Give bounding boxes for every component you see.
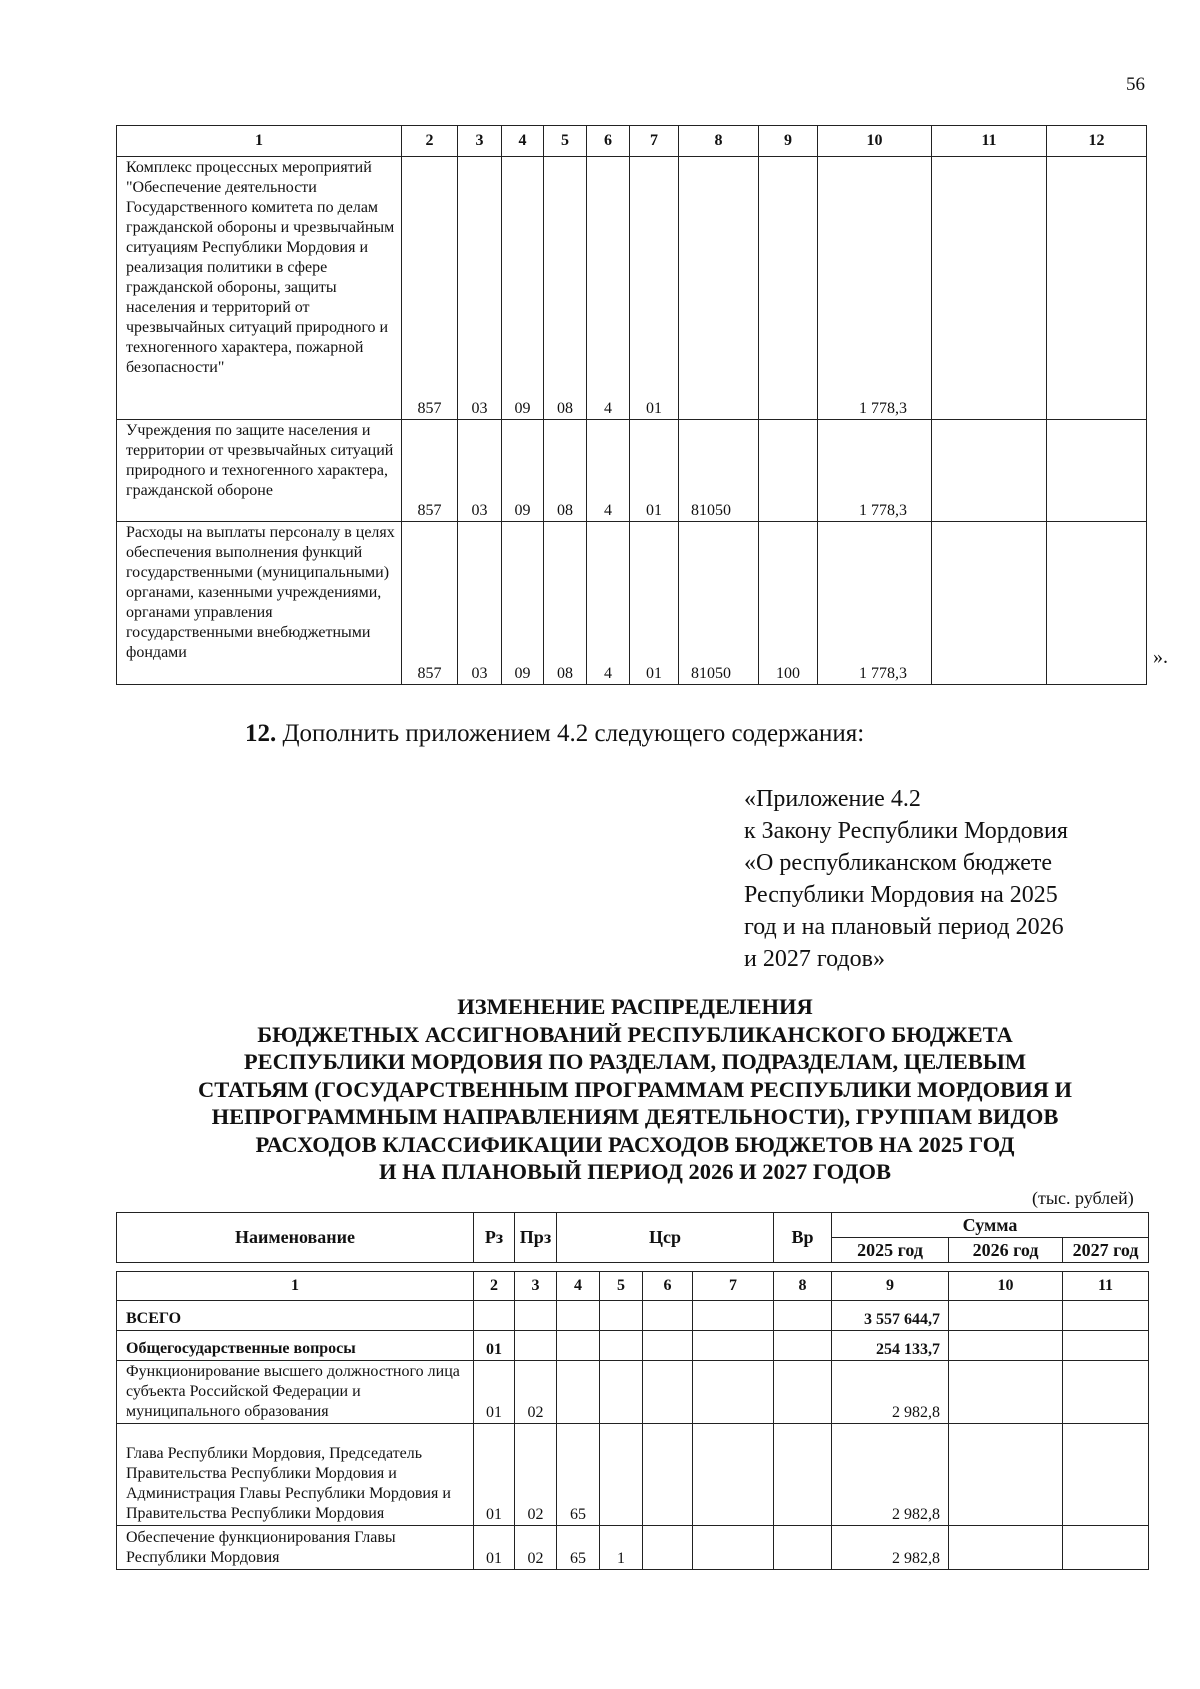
amount-cell — [1063, 1424, 1149, 1526]
cell: 65 — [557, 1424, 600, 1526]
cell: 02 — [515, 1361, 557, 1424]
column-number: 4 — [557, 1272, 600, 1301]
cell: 857 — [402, 157, 458, 420]
amount-cell — [1063, 1331, 1149, 1361]
cell: 81050 — [679, 420, 759, 522]
cell: 01 — [474, 1331, 515, 1361]
amount-cell: 3 557 644,7 — [832, 1301, 949, 1331]
header-row — [117, 126, 1147, 157]
amount-cell: 2 982,8 — [832, 1361, 949, 1424]
column-number: 9 — [832, 1272, 949, 1301]
header-vr: Вр — [774, 1213, 832, 1263]
amount-cell — [949, 1424, 1063, 1526]
column-number: 7 — [693, 1272, 774, 1301]
title-line: ИЗМЕНЕНИЕ РАСПРЕДЕЛЕНИЯ — [457, 994, 813, 1019]
cell — [643, 1301, 693, 1331]
amount-cell — [1063, 1361, 1149, 1424]
cell — [693, 1301, 774, 1331]
header-year-2026: 2026 год — [949, 1238, 1063, 1263]
cell — [474, 1301, 515, 1331]
cell: 1 — [600, 1526, 643, 1570]
table-row — [117, 1526, 1149, 1570]
cell: 4 — [587, 522, 630, 685]
cell — [759, 157, 818, 420]
amount-cell — [949, 1301, 1063, 1331]
cell — [693, 1331, 774, 1361]
header-cell: 9 — [759, 126, 818, 157]
cell: 100 — [759, 522, 818, 685]
cell — [600, 1301, 643, 1331]
cell — [515, 1331, 557, 1361]
header-cell: 7 — [630, 126, 679, 157]
table-row — [117, 1361, 1149, 1424]
header-cell: 2 — [402, 126, 458, 157]
cell: 02 — [515, 1526, 557, 1570]
amount-cell: 2 982,8 — [832, 1526, 949, 1570]
instruction-number: 12. — [245, 720, 277, 747]
title-line: НЕПРОГРАММНЫМ НАПРАВЛЕНИЯМ ДЕЯТЕЛЬНОСТИ), ГРУППАМ ВИДОВ — [211, 1104, 1059, 1129]
column-number: 8 — [774, 1272, 832, 1301]
amount-cell — [949, 1526, 1063, 1570]
header-prz: Прз — [515, 1213, 557, 1263]
header-name: Наименование — [117, 1213, 474, 1263]
cell — [1047, 522, 1147, 685]
header-cell: 11 — [932, 126, 1047, 157]
cell — [600, 1331, 643, 1361]
cell: 01 — [474, 1361, 515, 1424]
cell — [557, 1301, 600, 1331]
column-number-row — [117, 1272, 1149, 1301]
header-cell: 6 — [587, 126, 630, 157]
cell: 01 — [474, 1526, 515, 1570]
cell: 09 — [502, 522, 544, 685]
cell — [932, 157, 1047, 420]
table-row — [117, 1301, 1149, 1331]
amount-cell: 1 778,3 — [818, 522, 932, 685]
cell: 08 — [544, 157, 587, 420]
row-name: Обеспечение функционирования Главы Республики Мордовия — [117, 1526, 474, 1570]
header-cell: 12 — [1047, 126, 1147, 157]
cell: 02 — [515, 1424, 557, 1526]
instruction-text: Дополнить приложением 4.2 следующего содержания: — [282, 720, 865, 747]
row-name: Общегосударственные вопросы — [117, 1331, 474, 1361]
cell — [1047, 157, 1147, 420]
appendix-heading — [744, 783, 1068, 975]
header-sum: Сумма — [832, 1213, 1149, 1238]
amount-cell: 1 778,3 — [818, 157, 932, 420]
table-row — [117, 1331, 1149, 1361]
cell: 81050 — [679, 522, 759, 685]
column-number: 5 — [600, 1272, 643, 1301]
header-rz: Рз — [474, 1213, 515, 1263]
cell — [1047, 420, 1147, 522]
budget-table-header — [116, 1212, 1149, 1263]
appendix-line: год и на плановый период 2026 — [744, 914, 1064, 940]
cell: 4 — [587, 157, 630, 420]
cell: 01 — [630, 420, 679, 522]
document-title — [120, 993, 1150, 1186]
amount-cell: 1 778,3 — [818, 420, 932, 522]
title-line: РАСХОДОВ КЛАССИФИКАЦИИ РАСХОДОВ БЮДЖЕТОВ НА 2025 ГОД — [255, 1131, 1015, 1157]
header-csr: Цср — [557, 1213, 774, 1263]
cell — [600, 1424, 643, 1526]
cell: 03 — [458, 157, 502, 420]
column-number: 1 — [117, 1272, 474, 1301]
row-name: Расходы на выплаты персоналу в целях обеспечения выполнения функций государственными (муниципальными) органами, казенными учреждениями, органами управления государственными внебюджетными фондами — [117, 522, 402, 685]
cell — [774, 1361, 832, 1424]
cell — [643, 1331, 693, 1361]
table-row — [117, 522, 1147, 685]
amount-cell — [949, 1361, 1063, 1424]
cell — [774, 1526, 832, 1570]
appendix-line: «О республиканском бюджете — [744, 850, 1053, 876]
budget-table — [116, 1271, 1149, 1570]
row-name: Глава Республики Мордовия, Председатель Правительства Республики Мордовия и Администрация Главы Республики Мордовия и Правительства Республики Мордовия — [117, 1424, 474, 1526]
page-number: 56 — [1126, 74, 1145, 95]
appendix-line: «Приложение 4.2 — [744, 786, 921, 812]
table-row — [117, 157, 1147, 420]
cell — [643, 1526, 693, 1570]
header-year-2027: 2027 год — [1063, 1238, 1149, 1263]
cell — [932, 420, 1047, 522]
header-cell: 5 — [544, 126, 587, 157]
cell: 01 — [474, 1424, 515, 1526]
row-name: Учреждения по защите населения и территории от чрезвычайных ситуаций природного и техногенного характера, гражданской обороне — [117, 420, 402, 522]
cell: 01 — [630, 157, 679, 420]
table-row — [117, 1424, 1149, 1526]
cell: 857 — [402, 420, 458, 522]
cell — [557, 1331, 600, 1361]
cell: 65 — [557, 1526, 600, 1570]
instruction-paragraph — [245, 720, 864, 748]
appendix-line: и 2027 годов» — [744, 946, 885, 972]
cell — [600, 1361, 643, 1424]
table-row — [117, 420, 1147, 522]
cell: 09 — [502, 420, 544, 522]
cell: 08 — [544, 420, 587, 522]
cell — [557, 1361, 600, 1424]
amount-cell — [1063, 1526, 1149, 1570]
cell: 08 — [544, 522, 587, 685]
appendix-line: к Закону Республики Мордовия — [744, 818, 1068, 844]
title-line: И НА ПЛАНОВЫЙ ПЕРИОД 2026 И 2027 ГОДОВ — [379, 1159, 891, 1184]
amount-cell — [1063, 1301, 1149, 1331]
cell — [679, 157, 759, 420]
row-name: Функционирование высшего должностного лица субъекта Российской Федерации и муниципального образования — [117, 1361, 474, 1424]
amount-cell: 2 982,8 — [832, 1424, 949, 1526]
header-cell: 10 — [818, 126, 932, 157]
cell: 857 — [402, 522, 458, 685]
column-number: 2 — [474, 1272, 515, 1301]
cell — [693, 1526, 774, 1570]
appendix-line: Республики Мордовия на 2025 — [744, 882, 1058, 908]
cell: 09 — [502, 157, 544, 420]
column-number: 11 — [1063, 1272, 1149, 1301]
units-label: (тыс. рублей) — [1032, 1188, 1134, 1208]
cell: 4 — [587, 420, 630, 522]
cell — [693, 1424, 774, 1526]
cell — [774, 1301, 832, 1331]
amount-cell: 254 133,7 — [832, 1331, 949, 1361]
header-cell: 1 — [117, 126, 402, 157]
cell: 01 — [630, 522, 679, 685]
header-cell: 4 — [502, 126, 544, 157]
closing-quote: ». — [1153, 646, 1168, 668]
cell — [759, 420, 818, 522]
amount-cell — [949, 1331, 1063, 1361]
continuation-table — [116, 125, 1147, 685]
header-year-2025: 2025 год — [832, 1238, 949, 1263]
header-cell: 3 — [458, 126, 502, 157]
column-number: 10 — [949, 1272, 1063, 1301]
cell — [643, 1361, 693, 1424]
cell — [774, 1424, 832, 1526]
cell — [643, 1424, 693, 1526]
column-number: 3 — [515, 1272, 557, 1301]
cell — [515, 1301, 557, 1331]
row-name: Комплекс процессных мероприятий "Обеспечение деятельности Государственного комитета по делам гражданской обороны и чрезвычайным ситуациям Республики Мордовия и реализация политики в сфере гражданской обороны, защиты населения и территорий от чрезвычайных ситуаций природного и техногенного характера, пожарной безопасности" — [117, 157, 402, 420]
title-line: РЕСПУБЛИКИ МОРДОВИЯ ПО РАЗДЕЛАМ, ПОДРАЗДЕЛАМ, ЦЕЛЕВЫМ — [243, 1049, 1027, 1074]
column-number: 6 — [643, 1272, 693, 1301]
cell: 03 — [458, 522, 502, 685]
title-line: СТАТЬЯМ (ГОСУДАРСТВЕННЫМ ПРОГРАММАМ РЕСПУБЛИКИ МОРДОВИЯ И — [198, 1076, 1072, 1102]
cell — [932, 522, 1047, 685]
cell — [774, 1331, 832, 1361]
header-cell: 8 — [679, 126, 759, 157]
row-name: ВСЕГО — [117, 1301, 474, 1331]
title-line: БЮДЖЕТНЫХ АССИГНОВАНИЙ РЕСПУБЛИКАНСКОГО БЮДЖЕТА — [257, 1021, 1013, 1047]
cell — [693, 1361, 774, 1424]
cell: 03 — [458, 420, 502, 522]
